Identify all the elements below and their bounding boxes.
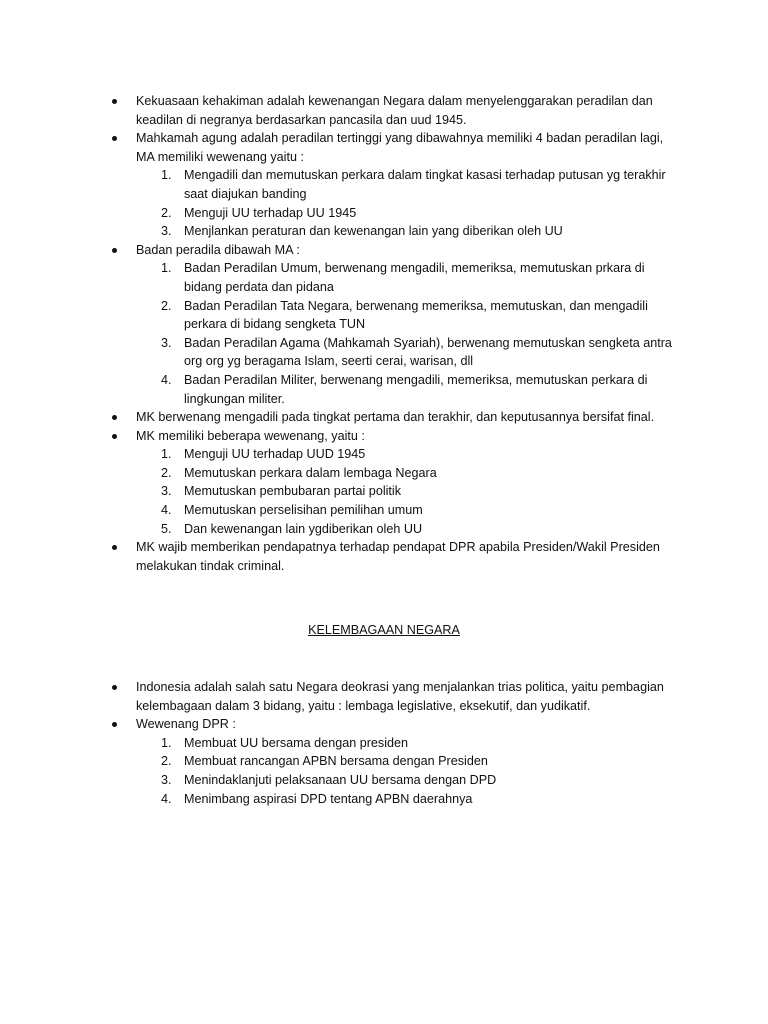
list-item (112, 297, 678, 334)
numbered-list (112, 166, 678, 240)
list-text: Memutuskan perselisihan pemilihan umum (184, 503, 423, 518)
list-number: 4. (161, 372, 172, 387)
list-text: Membuat UU bersama dengan presiden (184, 735, 409, 750)
list-item (112, 771, 678, 790)
list-item (112, 259, 678, 296)
bullet-text: MK wajib memberikan pendapatnya terhadap pendapat DPR apabila Presiden/Wakil Presiden melakukan tindak criminal. (136, 540, 660, 573)
bullet-text: Mahkamah agung adalah peradilan tertinggi yang dibawahnya memiliki 4 badan peradilan lagi, MA memiliki wewenang yaitu : (136, 131, 664, 164)
list-item (112, 752, 678, 771)
list-item (112, 204, 678, 223)
bullet-dot-icon (112, 434, 117, 439)
list-item (112, 734, 678, 753)
list-number: 3. (161, 335, 172, 350)
bullet-text: Badan peradila dibawah MA : (136, 242, 300, 257)
list-number: 1. (161, 168, 172, 183)
list-text: Badan Peradilan Umum, berwenang mengadili, memeriksa, memutuskan prkara di bidang perdata dan pidana (184, 261, 645, 294)
list-text: Membuat rancangan APBN bersama dengan Presiden (184, 754, 488, 769)
list-item (112, 445, 678, 464)
list-text: Menjlankan peraturan dan kewenangan lain yang diberikan oleh UU (184, 224, 563, 239)
section-kelembagaan-negara (112, 678, 678, 808)
numbered-list (112, 445, 678, 538)
bullet-item (112, 715, 678, 734)
bullet-dot-icon (112, 722, 117, 727)
list-number: 4. (161, 503, 172, 518)
list-item (112, 166, 678, 203)
bullet-dot-icon (112, 248, 117, 253)
bullet-item (112, 427, 678, 446)
section-kekuasaan-kehakiman (112, 92, 678, 575)
bullet-text: MK berwenang mengadili pada tingkat pertama dan terakhir, dan keputusannya bersifat final. (136, 410, 655, 425)
list-item (112, 790, 678, 809)
bullet-item (112, 92, 678, 129)
list-text: Memutuskan perkara dalam lembaga Negara (184, 465, 437, 480)
list-text: Menguji UU terhadap UU 1945 (184, 205, 357, 220)
list-item (112, 482, 678, 501)
bullet-dot-icon (112, 545, 117, 550)
bullet-item (112, 129, 678, 166)
bullet-item (112, 241, 678, 260)
bullet-text: Wewenang DPR : (136, 717, 236, 732)
list-text: Dan kewenangan lain ygdiberikan oleh UU (184, 521, 423, 536)
bullet-item (112, 538, 678, 575)
list-text: Memutuskan pembubaran partai politik (184, 484, 402, 499)
list-number: 1. (161, 735, 172, 750)
bullet-text: MK memiliki beberapa wewenang, yaitu : (136, 428, 365, 443)
list-number: 3. (161, 224, 172, 239)
bullet-dot-icon (112, 136, 117, 141)
list-text: Menimbang aspirasi DPD tentang APBN daerahnya (184, 791, 473, 806)
numbered-list (112, 734, 678, 808)
bullet-text: Indonesia adalah salah satu Negara deokrasi yang menjalankan trias politica, yaitu pembagian kelembagaan dalam 3 bidang, yaitu : lembaga legislative, eksekutif, dan yudikatif. (136, 680, 664, 713)
list-text: Badan Peradilan Agama (Mahkamah Syariah), berwenang memutuskan sengketa antra org org yg beragama Islam, seerti cerai, warisan, dll (184, 335, 672, 369)
list-item (112, 334, 678, 371)
list-item (112, 501, 678, 520)
list-number: 3. (161, 484, 172, 499)
numbered-list (112, 259, 678, 408)
list-number: 5. (161, 521, 172, 536)
list-text: Mengadili dan memutuskan perkara dalam tingkat kasasi terhadap putusan yg terakhir saat diajukan banding (184, 168, 666, 201)
list-text: Badan Peradilan Militer, berwenang mengadili, memeriksa, memutuskan perkara di lingkungan militer. (184, 372, 648, 406)
list-item (112, 464, 678, 483)
bullet-text: Kekuasaan kehakiman adalah kewenangan Negara dalam menyelenggarakan peradilan dan keadilan di negranya berdasarkan pancasila dan uud 1945. (136, 94, 653, 127)
list-number: 2. (161, 754, 172, 769)
list-text: Menguji UU terhadap UUD 1945 (184, 447, 366, 462)
bullet-dot-icon (112, 415, 117, 420)
list-text: Badan Peradilan Tata Negara, berwenang memeriksa, memutuskan, dan mengadili perkara di bidang sengketa TUN (184, 298, 648, 332)
bullet-dot-icon (112, 685, 117, 690)
list-item (112, 520, 678, 539)
list-number: 2. (161, 205, 172, 220)
list-number: 1. (161, 261, 172, 276)
list-number: 2. (161, 298, 172, 313)
list-number: 1. (161, 447, 172, 462)
list-text: Menindaklanjuti pelaksanaan UU bersama dengan DPD (184, 772, 497, 787)
bullet-item (112, 408, 678, 427)
list-item (112, 371, 678, 408)
list-number: 3. (161, 772, 172, 787)
bullet-dot-icon (112, 99, 117, 104)
list-number: 2. (161, 465, 172, 480)
section-heading: KELEMBAGAAN NEGARA (308, 623, 460, 637)
list-number: 4. (161, 791, 172, 806)
list-item (112, 222, 678, 241)
bullet-item (112, 678, 678, 715)
